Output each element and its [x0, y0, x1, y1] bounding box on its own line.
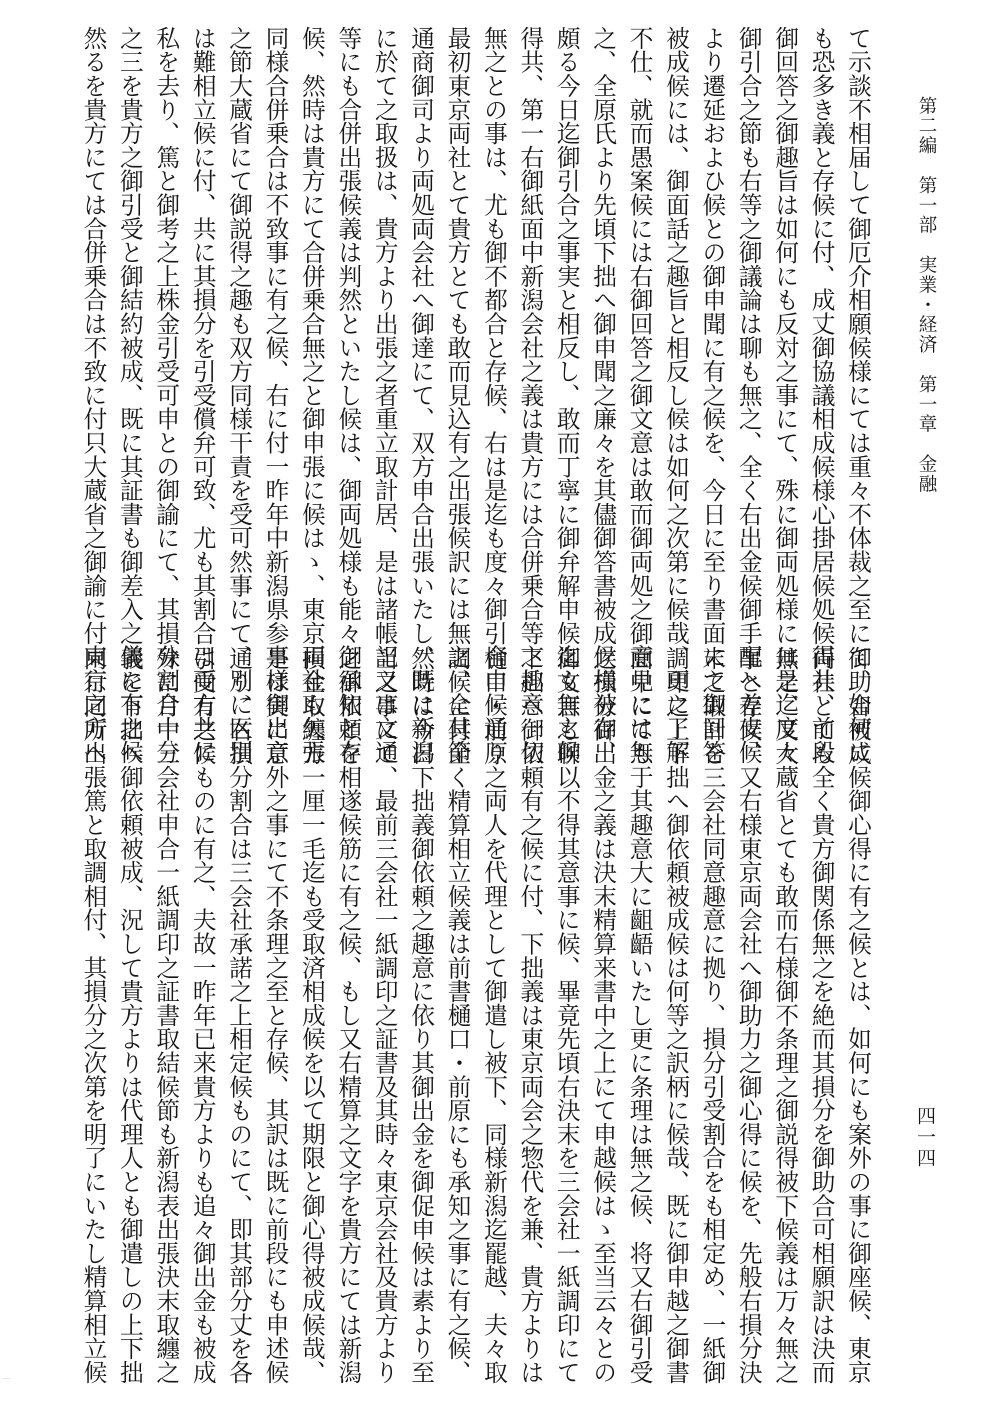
text-line: 下拙へ御依頼有之候に付、下拙義は東京両会之惣代を兼、貴方よりは — [516, 646, 545, 1384]
text-line: 之損分御出金之義は決末精算来書中之上にて申越候はゝ至当云々との — [589, 646, 618, 1384]
text-line: 当之事にて、最前三会社一紙調印之証書及其時々東京会社及貴方より — [370, 646, 399, 1384]
text-line: 之三を貴方之御引受と御結約被成、既に其証書も御差入之儀に有之候 — [115, 26, 144, 764]
text-line: 候、然時は貴方にて合併乗合無之と御申張に候はゝ、東京両社も矢張 — [297, 26, 326, 764]
text-line: て示談不相届して御厄介相願候様にては重々不体裁之至にて、如何に — [844, 26, 872, 764]
text-line: 調候に付全く精算相立候義は前書樋口・前原にも承知之事に有之候、 — [443, 646, 472, 1384]
running-head: 第二編 第一部 実業・経済 第一章 金融 — [916, 96, 937, 494]
text-line: 等にも合併出張候義は判然といたし候は、御両処様も能々御承知と存 — [334, 26, 363, 764]
text-line: 同様合併乗合は不致事に有之候、右に付一昨年中新潟県参事様御出京 — [261, 26, 290, 764]
text-line: 然るを貴方にては合併乗合は不致に付只大蔵省之御諭に付東京之方へ — [79, 26, 108, 764]
text-line: も恐多き義と存候に付、成丈御協議相成候様心掛居候処候得共、前段 — [807, 26, 836, 764]
text-line: 面中にても于其趣意大に齟齬いたし更に条理は無之候、将又右御引受 — [625, 646, 654, 1384]
text-line: 樋口・前原之両人を代理として御遣し被下、同様新潟迄罷越、夫々取 — [479, 646, 508, 1384]
lower-text-block — [75, 646, 876, 1384]
text-line: 然時は今日下拙義御依頼之趣意に依り其御出金を御促申候は素より至 — [407, 646, 436, 1384]
text-line: 事と存候、又右様東京両会社へ御助力之御心得に候を、先般右損分決 — [734, 646, 763, 1384]
text-line: 御文言も聊以不得其意事に候、畢竟先頃右決末を三会社一紙調印にて — [552, 646, 581, 1384]
text-line: 義を下拙へ御依頼被成、況して貴方よりは代理人とも御遣しの上下拙 — [115, 646, 144, 1384]
text-line: 最初東京両社とて貴方とても敢而見込有之出張候訳には無之、全其節 — [443, 26, 472, 764]
text-line: 同行同所出張篤と取調相付、其損分之次第を明了にいたし精算相立候 — [79, 646, 108, 1384]
text-line: 之御依頼を相遂候筋に有之候、もし又右精算之文字を貴方にては新潟 — [334, 646, 363, 1384]
text-line: 被成候には、御面話之趣旨と相反し候は如何之次第に候哉、更に了解 — [661, 26, 690, 764]
text-line: 頗る今日迄御引合之事実と相反し、敢而丁寧に御弁解申候迄も無之候 — [552, 26, 581, 764]
text-line: に於て之取扱は、貴方より出張之者重立取計居、是は諸帳記又は文通 — [370, 26, 399, 764]
text-line: より遷延およひ候との御申聞に有之候を、今日に至り書面にて御回答 — [698, 26, 727, 764]
text-line: 私を去り、篤と御考之上株金引受可申との御諭にて、其損分割合十分 — [152, 26, 181, 764]
margin-mark — [2, 1378, 10, 1379]
text-line: 御助合被成候御心得に有之候とは、如何にも案外の事に御座候、東京 — [844, 646, 872, 1384]
text-line: 両社とても全く貴方御関係無之を絶而其損分を御助合可相願訳は決而 — [807, 646, 836, 1384]
text-line: 通り、右損分割合は三会社承諾之上相定候ものにて、即其部分丈を各 — [225, 646, 254, 1384]
text-line: 御回答之御趣旨は如何にも反対之事にて、殊に御両処様には是迄度々 — [771, 26, 800, 764]
text-line: 損金取纏方一厘一毛迄も受取済相成候を以て期限と御心得被成候哉、 — [297, 646, 326, 1384]
text-line: は難相立候に付、共に其損分を引受償弁可致、尤も其割合は両方共に — [188, 26, 217, 764]
text-line: 得共、第一右御紙面中新潟会社之義は貴方には合併乗合等之趣意一切 — [516, 26, 545, 764]
text-line: 是は実に意外之事にて不条理之至と存候、其訳は既に前段にも申述候 — [261, 646, 290, 1384]
text-line: 通商御司より両処両会社へ御達にて、双方申合出張いたし、既に新潟 — [407, 26, 436, 764]
text-line: 御引合之節も右等之御議論は聊も無之、全く右出金候御手配へ差支候 — [734, 26, 763, 764]
text-line: 之節大蔵省にて御説得之趣も双方同様干責を受可然事にて、別に区別 — [225, 26, 254, 764]
text-line: 調印之上下拙へ御依頼被成候は何等之訳柄に候哉、既に御申越之御書 — [661, 646, 690, 1384]
text-line: 殊に月中三会社申合一紙調印之証書取結候節も新潟表出張決末取纏之 — [152, 646, 181, 1384]
text-line: 無之、又大蔵省とても敢而右様御不条理之御説得被下候義は万々無之 — [771, 646, 800, 1384]
text-line: 無之との事は、尤も御不都合と存候、右は是迄も度々御引合申候通り — [479, 26, 508, 764]
page-number: 四一四 — [914, 1106, 936, 1169]
text-line: 引受有之候ものに有之、夫故一昨年已来貴方よりも追々御出金も被成 — [188, 646, 217, 1384]
text-line: 之、全原氏より先頃下拙へ御申聞之廉々を其儘御答書被成候様被存、 — [589, 26, 618, 764]
text-line: 不仕、就而愚案候には右御回答之御文意は敢而御両処之御意見には無 — [625, 26, 654, 764]
text-line: 末之取計を三会社同意趣意に拠り、損分引受割合をも相定め、一紙御 — [698, 646, 727, 1384]
upper-text-block — [75, 26, 876, 764]
